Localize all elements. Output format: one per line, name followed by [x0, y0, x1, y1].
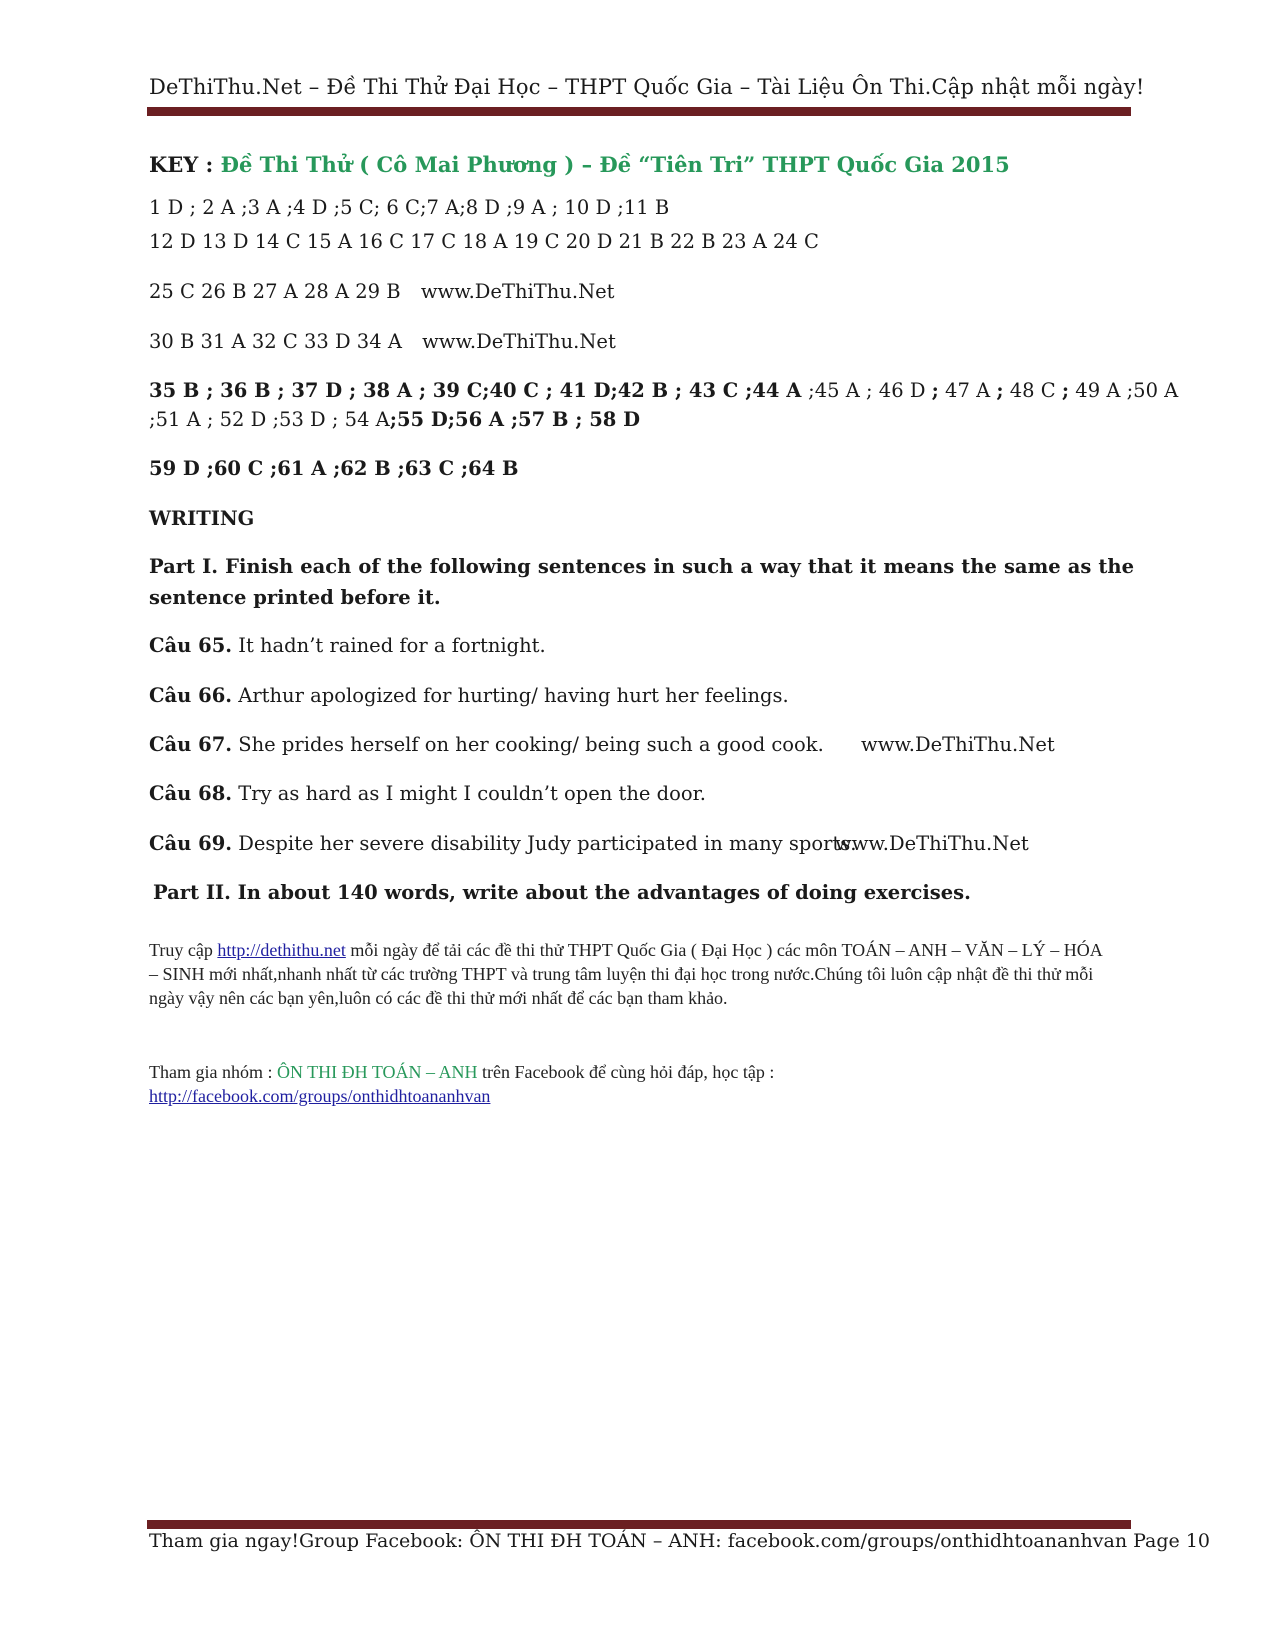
- writing-item: [149, 684, 789, 707]
- writing-item: [149, 782, 706, 805]
- item-label: Câu 69.: [149, 832, 233, 855]
- part-2-instruction: Part II. In about 140 words, write about the advantages of doing exercises.: [153, 881, 971, 904]
- writing-item: [149, 733, 824, 756]
- key-heading: [149, 152, 1010, 177]
- page-footer: Tham gia ngay!Group Facebook: ÔN THI ĐH TOÁN – ANH: facebook.com/groups/onthidhtoananhvan Page 10: [149, 1530, 1210, 1552]
- item-text: Try as hard as I might I couldn’t open the door.: [232, 782, 706, 805]
- site-text: www.DeThiThu.Net: [422, 330, 616, 353]
- group-suffix: trên Facebook để cùng hỏi đáp, học tập :: [477, 1062, 775, 1082]
- notice-paragraph: [149, 938, 1109, 1010]
- answers-line-1: 1 D ; 2 A ;3 A ;4 D ;5 C; 6 C;7 A;8 D ;9 A ; 10 D ;11 B: [149, 196, 670, 219]
- site-text: www.DeThiThu.Net: [835, 832, 1029, 855]
- item-text: It hadn’t rained for a fortnight.: [232, 634, 546, 657]
- item-label: Câu 66.: [149, 684, 233, 707]
- answers-line-4: [149, 330, 616, 353]
- separator: ;: [931, 379, 939, 402]
- answers-line-3: [149, 280, 615, 303]
- key-title: Đề Thi Thử ( Cô Mai Phương ) – Đề “Tiên Tri” THPT Quốc Gia 2015: [220, 152, 1010, 177]
- answers-line-5-rest: 49 A ;50 A: [1069, 379, 1179, 402]
- item-text: She prides herself on her cooking/ being such a good cook.: [232, 733, 824, 756]
- facebook-group-link[interactable]: http://facebook.com/groups/onthidhtoananhvan: [149, 1086, 491, 1106]
- answers-line-4-text: 30 B 31 A 32 C 33 D 34 A: [149, 330, 402, 353]
- header-rule: [147, 107, 1131, 116]
- item-text: Arthur apologized for hurting/ having hurt her feelings.: [232, 684, 789, 707]
- site-text: www.DeThiThu.Net: [420, 280, 615, 303]
- item-text: Despite her severe disability Judy participated in many sports.: [232, 832, 857, 855]
- answers-line-5-rest: 48 C: [1003, 379, 1062, 402]
- answers-line-5-bold: 35 B ; 36 B ; 37 D ; 38 A ; 39 C;40 C ; 41 D;42 B ; 43 C ;44 A: [149, 379, 809, 402]
- footer-rule: [147, 1520, 1131, 1529]
- key-label: KEY :: [149, 152, 221, 177]
- answers-line-5-rest: ;45 A ; 46 D: [808, 379, 932, 402]
- answers-line-2: 12 D 13 D 14 C 15 A 16 C 17 C 18 A 19 C 20 D 21 B 22 B 23 A 24 C: [149, 230, 819, 253]
- separator: ;: [1061, 379, 1070, 402]
- group-paragraph: [149, 1060, 1109, 1108]
- answers-line-6-normal: ;51 A ; 52 D ;53 D ; 54 A: [149, 408, 390, 431]
- item-label: Câu 65.: [149, 634, 233, 657]
- group-prefix: Tham gia nhóm :: [149, 1062, 277, 1082]
- answers-line-6: [149, 408, 640, 431]
- answers-line-5: [149, 379, 1178, 402]
- site-text: www.DeThiThu.Net: [861, 733, 1055, 756]
- part-1-instruction: Part I. Finish each of the following sentences in such a way that it means the same as the sentence printed before it.: [149, 555, 1134, 609]
- writing-item: [149, 634, 546, 657]
- answers-line-7: 59 D ;60 C ;61 A ;62 B ;63 C ;64 B: [149, 457, 519, 480]
- notice-prefix: Truy cập: [149, 940, 218, 960]
- group-name: ÔN THI ĐH TOÁN – ANH: [276, 1062, 478, 1082]
- answers-line-6-bold: ;55 D;56 A ;57 B ; 58 D: [389, 408, 641, 431]
- writing-heading: WRITING: [149, 507, 255, 530]
- separator: ;: [996, 379, 1004, 402]
- answers-line-5-rest: 47 A: [938, 379, 997, 402]
- writing-item: [149, 832, 856, 855]
- page-header: DeThiThu.Net – Đề Thi Thử Đại Học – THPT Quốc Gia – Tài Liệu Ôn Thi.Cập nhật mỗi ngày!: [149, 75, 1145, 99]
- dethithu-link[interactable]: http://dethithu.net: [217, 940, 346, 960]
- notice-body: mỗi ngày để tải các đề thi thử THPT Quốc Gia ( Đại Học ) các môn TOÁN – ANH – VĂN – LÝ – HÓA – SINH mới nhất,nhanh nhất từ các trường THPT và trung tâm luyện thi đại học trong nước.Chúng tôi luôn cập nhật đề thi thử mỗi ngày vậy nên các bạn yên,luôn có các đề thi thử mới nhất để các bạn tham khảo.: [149, 940, 1102, 1008]
- answers-line-3-text: 25 C 26 B 27 A 28 A 29 B: [149, 280, 401, 303]
- item-label: Câu 68.: [149, 782, 233, 805]
- item-label: Câu 67.: [149, 733, 233, 756]
